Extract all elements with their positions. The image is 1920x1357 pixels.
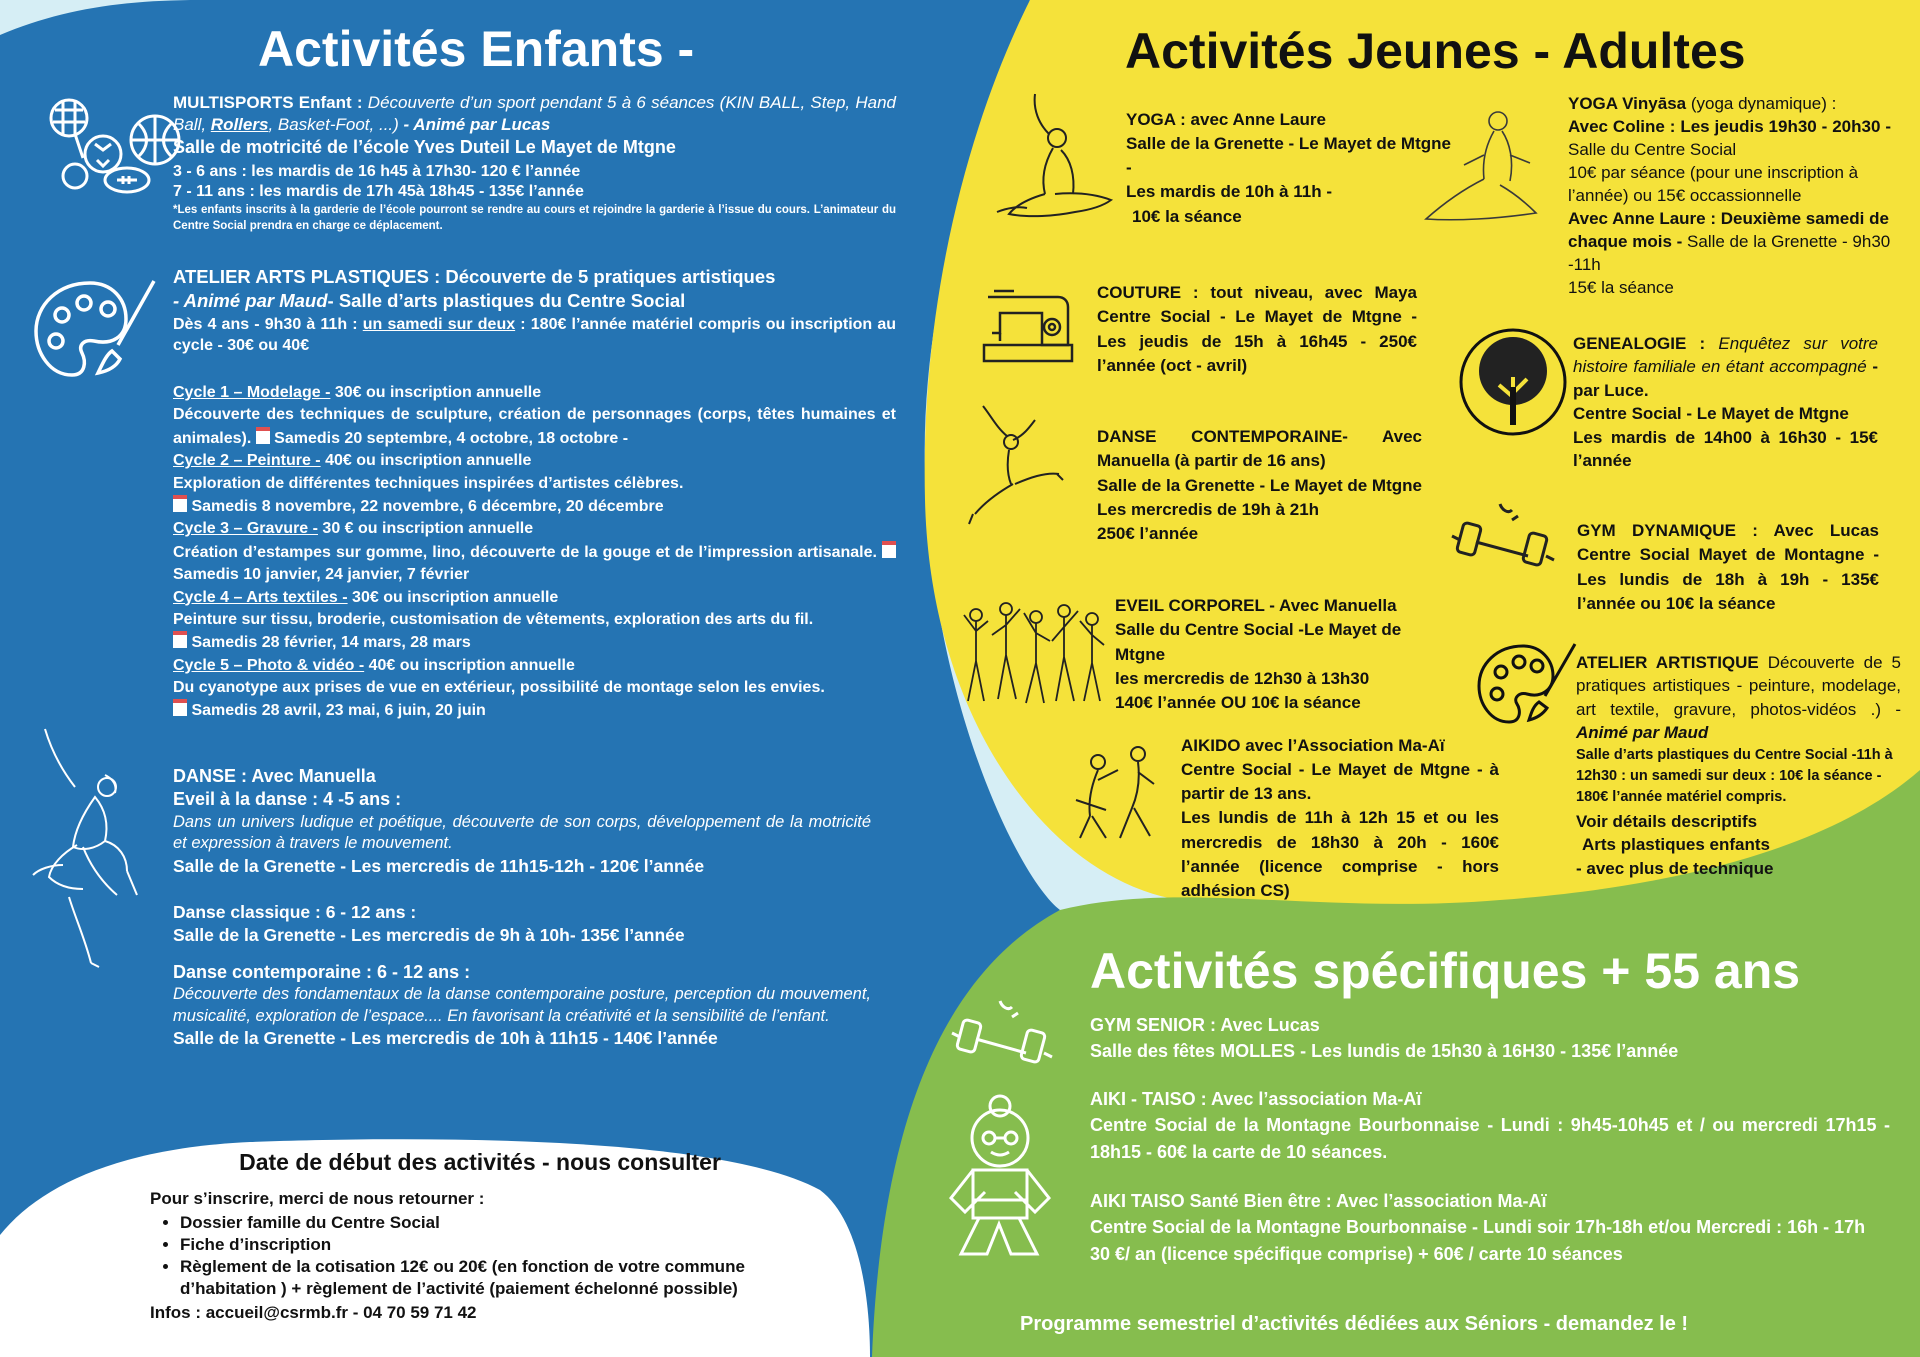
adultes-title: Activités Jeunes - Adultes — [1125, 23, 1746, 79]
yoga-prix: 10€ la séance — [1132, 206, 1242, 226]
inscription-title: Date de début des activités - nous consulter — [239, 1149, 721, 1175]
cycle-item — [173, 518, 896, 586]
cycle-name: Cycle 3 – Gravure - — [173, 520, 318, 538]
vinyasa-block — [1568, 93, 1891, 299]
vinyasa-anne-lieu: Salle de la Grenette - 9h30 -11h — [1568, 231, 1891, 274]
eveil-corporel-title: EVEIL CORPOREL - Avec Manuella — [1115, 596, 1397, 615]
cycle-price: 30€ ou inscription annuelle — [347, 588, 559, 606]
cycle-dates: Samedis 10 janvier, 24 janvier, 7 février — [173, 566, 470, 584]
dumbbell-icon — [1450, 498, 1565, 573]
vinyasa-title: YOGA Vinyāsa — [1568, 94, 1687, 113]
yoga-lieu: Salle de la Grenette - Le Mayet de Mtgne - — [1126, 134, 1451, 178]
cycles-list — [173, 382, 896, 723]
yoga-pose-icon — [995, 90, 1115, 225]
family-tree-icon — [1458, 327, 1568, 437]
cycle-desc: Peinture sur tissu, broderie, customisation de vêtements, exploration des arts du fil. — [173, 610, 814, 628]
seniors-aiki-title: AIKI - TAISO : Avec l’association Ma-Aï — [1090, 1089, 1422, 1109]
danse-eveil-title: Eveil à la danse : 4 -5 ans : — [173, 789, 402, 810]
cycle-name: Cycle 1 – Modelage - — [173, 384, 331, 401]
genealogie-par: - par Luce. — [1573, 357, 1878, 400]
inscription-item: • Fiche d’inscription — [180, 1234, 850, 1256]
palette-icon — [30, 275, 160, 385]
arts-info-a: Dès 4 ans - 9h30 à 11h : — [173, 316, 363, 334]
atelier-voir2: Arts plastiques enfants — [1582, 835, 1770, 855]
cycle-price: 30 € ou inscription annuelle — [317, 520, 534, 538]
genealogie-lieu: Centre Social - Le Mayet de Mtgne — [1573, 404, 1849, 424]
danse-adultes-horaire: Les mercredis de 19h à 21h — [1097, 499, 1320, 519]
genealogie-title: GENEALOGIE : — [1573, 334, 1706, 353]
calendar-icon — [173, 495, 187, 512]
yoga-meditation-icon — [1420, 105, 1555, 230]
vinyasa-coline: Avec Coline : Les jeudis 19h30 - 20h30 - — [1568, 116, 1891, 136]
seniors-programme: Programme semestriel d’activités dédiées aux Séniors - demandez le ! — [1020, 1313, 1689, 1335]
vinyasa-title-b: (yoga dynamique) : — [1686, 94, 1837, 113]
inscription-item: • Dossier famille du Centre Social — [180, 1212, 850, 1234]
vinyasa-anne: Avec Anne Laure : Deuxième samedi de chaque mois - — [1568, 208, 1889, 251]
gym-dynamique-block: GYM DYNAMIQUE : Avec Lucas Centre Social Mayet de Montagne - Les lundis de 18h à 19h - 135€ l’année ou 10€ la séance — [1577, 521, 1879, 613]
multisports-age2: 7 - 11 ans : les mardis de 17h 45à 18h45 - 135€ l’année — [173, 183, 584, 201]
danse-classique-title: Danse classique : 6 - 12 ans : — [173, 902, 417, 923]
danse-adultes-prix: 250€ l’année — [1097, 524, 1199, 544]
judoka-icon — [925, 1090, 1075, 1260]
sewing-machine-icon — [980, 283, 1075, 368]
cycle-dates: Samedis 28 avril, 23 mai, 6 juin, 20 juin — [187, 702, 486, 720]
inscription-block — [150, 1148, 850, 1324]
cycle-price: 40€ ou inscription annuelle — [320, 452, 532, 470]
inscription-infos: Infos : accueil@csrmb.fr - 04 70 59 71 42 — [150, 1303, 477, 1323]
enfants-title: Activités Enfants - — [258, 21, 695, 77]
cycle-dates: Samedis 20 septembre, 4 octobre, 18 octobre - — [269, 429, 629, 447]
danse-block — [173, 765, 871, 1050]
atelier-voir: Voir détails descriptifs — [1576, 811, 1758, 831]
multisports-desc-b: , Basket-Foot, ...) — [268, 115, 399, 135]
seniors-aiki-block — [1090, 1086, 1890, 1165]
multisports-title: MULTISPORTS Enfant : — [173, 93, 363, 112]
danse-adultes-block — [1097, 425, 1422, 546]
seniors-gym-block — [1090, 1012, 1890, 1065]
vinyasa-coline-lieu: Salle du Centre Social — [1568, 139, 1737, 159]
danse-adultes-title: DANSE CONTEMPORAINE- Avec Manuella (à partir de 16 ans) — [1097, 427, 1422, 471]
seniors-sante-block — [1090, 1188, 1890, 1267]
cycle-desc: Découverte des techniques de sculpture, création de personnages (corps, têtes humaines et animales). — [173, 406, 896, 447]
cycle-desc: Du cyanotype aux prises de vue en extérieur, possibilité de montage selon les envies. — [173, 679, 825, 697]
danse-eveil-lieu: Salle de la Grenette - Les mercredis de 11h15-12h - 120€ l’année — [173, 855, 705, 876]
seniors-aiki-lieu: Centre Social de la Montagne Bourbonnaise - Lundi : 9h45-10h45 et / ou mercredi 17h15 - 18h15 - 60€ la carte de 10 séances. — [1090, 1115, 1890, 1162]
arts-info-u: un samedi sur deux — [362, 316, 516, 334]
seniors-sante-title: AIKI TAISO Santé Bien être : Avec l’association Ma-Aï — [1090, 1191, 1547, 1211]
arts-block — [173, 265, 896, 357]
genealogie-desc: Enquêtez sur votre histoire familiale en étant accompagné — [1573, 334, 1878, 377]
atelier-block — [1576, 651, 1901, 880]
palette-dark-icon — [1475, 640, 1580, 730]
atelier-title: ATELIER ARTISTIQUE — [1576, 653, 1759, 672]
cycle-item — [173, 450, 896, 518]
dancer-icon — [25, 725, 145, 970]
eveil-corporel-prix: 140€ l’année OU 10€ la séance — [1115, 693, 1361, 713]
cycle-desc: Exploration de différentes techniques inspirées d’artistes célèbres. — [173, 474, 684, 492]
calendar-icon — [173, 631, 187, 648]
multisports-note: *Les enfants inscrits à la garderie de l’école pourront se rendre au cours et rejoindre la garderie à l’issue du cours. L’animateur du Centre Social prendra en charge ce déplacement. — [173, 204, 896, 232]
seniors-title: Activités spécifiques + 55 ans — [1090, 943, 1801, 999]
danse-adultes-lieu: Salle de la Grenette - Le Mayet de Mtgne — [1097, 475, 1422, 495]
danse-contemp-lieu: Salle de la Grenette - Les mercredis de 10h à 11h15 - 140€ l’année — [173, 1028, 718, 1049]
arts-title: ATELIER ARTS PLASTIQUES : Découverte de 5 pratiques artistiques — [173, 266, 776, 287]
cycle-desc: Création d’estampes sur gomme, lino, découverte de la gouge et de l’impression artisanale. — [173, 543, 877, 561]
multisports-lieu: Salle de motricité de l’école Yves Duteil Le Mayet de Mtgne — [173, 137, 676, 158]
arts-lieu: - Salle d’arts plastiques du Centre Social — [327, 290, 686, 312]
aikido-title: AIKIDO avec l’Association Ma-Aï — [1181, 736, 1445, 755]
aikido-horaire: Les lundis de 11h à 12h 15 et ou les mercredis de 18h30 à 20h - 160€ l’année (licence comprise - hors adhésion CS) — [1181, 808, 1499, 900]
cycle-name: Cycle 2 – Peinture - — [173, 452, 321, 470]
eveil-corporel-horaire: les mercredis de 12h30 à 13h30 — [1115, 668, 1370, 688]
yoga-title: YOGA : avec Anne Laure — [1126, 110, 1326, 129]
calendar-icon — [882, 541, 896, 558]
aikido-block — [1181, 734, 1499, 903]
seniors-gym-lieu: Salle des fêtes MOLLES - Les lundis de 15h30 à 16H30 - 135€ l’année — [1090, 1041, 1679, 1062]
genealogie-block — [1573, 332, 1878, 473]
cycle-item — [173, 655, 896, 723]
cycle-price: 30€ ou inscription annuelle — [330, 384, 542, 401]
cycle-item — [173, 587, 896, 655]
cycle-name: Cycle 4 – Arts textiles - — [173, 588, 348, 606]
inscription-intro: Pour s’inscrire, merci de nous retourner : — [150, 1188, 485, 1208]
danse-title: DANSE : Avec Manuella — [173, 766, 376, 786]
cycle-name: Cycle 5 – Photo & vidéo - — [173, 656, 365, 674]
multisports-desc: Découverte d’un sport pendant 5 à 6 séances (KIN BALL, Step, Hand Ball, — [173, 93, 896, 135]
danse-eveil-desc: Dans un univers ludique et poétique, découverte de son corps, développement de la motricité et expression à travers le mouvement. — [173, 812, 871, 853]
group-dancers-icon — [958, 595, 1108, 710]
atelier-desc: Découverte de 5 pratiques artistiques - peinture, modelage, art textile, gravure, photos-vidéos .) - — [1576, 653, 1902, 719]
atelier-anim: Animé par Maud — [1576, 723, 1709, 743]
genealogie-horaire: Les mardis de 14h00 à 16h30 - 15€ l’année — [1573, 427, 1878, 471]
multisports-rollers: Rollers — [210, 115, 269, 135]
multisports-block — [173, 92, 896, 234]
sports-balls-icon — [45, 96, 185, 196]
cycle-item — [173, 382, 896, 450]
atelier-lieu: Salle d’arts plastiques du Centre Social -11h à 12h30 : un samedi sur deux : 10€ la séance - 180€ l’année matériel compris. — [1576, 746, 1893, 805]
arts-info-b: : 180€ l’année matériel compris ou inscription au cycle - 30€ ou 40€ — [173, 316, 897, 354]
danse-contemp-desc: Découverte des fondamentaux de la danse contemporaine posture, perception du mouvement, musicalité, exploration de l’espace.... En favorisant la créativité et la sensibilité de l’enfant. — [173, 985, 871, 1025]
arts-anim: - Animé par Maud — [173, 290, 328, 312]
vinyasa-prix: 10€ par séance (pour une inscription à l’année) ou 15€ occassionnelle — [1568, 162, 1859, 205]
multisports-age1: 3 - 6 ans : les mardis de 16 h45 à 17h30- 120 € l’année — [173, 162, 581, 180]
multisports-anim: - Animé par Lucas — [398, 115, 551, 135]
cycle-dates: Samedis 28 février, 14 mars, 28 mars — [187, 634, 471, 652]
atelier-voir3: - avec plus de technique — [1576, 858, 1774, 878]
seniors-gym-title: GYM SENIOR : Avec Lucas — [1090, 1015, 1320, 1035]
aikido-fighters-icon — [1068, 740, 1173, 845]
eveil-corporel-block — [1115, 594, 1445, 715]
aikido-lieu: Centre Social - Le Mayet de Mtgne - à partir de 13 ans. — [1181, 760, 1499, 804]
calendar-icon — [256, 427, 270, 444]
yoga-horaire: Les mardis de 10h à 11h - — [1126, 182, 1332, 202]
eveil-corporel-lieu: Salle du Centre Social -Le Mayet de Mtgne — [1115, 620, 1402, 664]
yoga-block — [1126, 108, 1451, 229]
vinyasa-anne-prix: 15€ la séance — [1568, 277, 1674, 297]
dumbbell-white-icon — [950, 995, 1060, 1070]
danse-classique-lieu: Salle de la Grenette - Les mercredis de 9h à 10h- 135€ l’année — [173, 925, 685, 946]
cycle-price: 40€ ou inscription annuelle — [364, 656, 575, 674]
seniors-sante-lieu: Centre Social de la Montagne Bourbonnaise - Lundi soir 17h-18h et/ou Mercredi : 16h - 17h — [1090, 1217, 1866, 1238]
inscription-item: • Règlement de la cotisation 12€ ou 20€ (en fonction de votre commune d’habitation ) + règlement de l’activité (paiement échelonné possible) — [180, 1256, 820, 1300]
seniors-sante-prix: 30 €/ an (licence spécifique comprise) + 60€ / carte 10 séances — [1090, 1243, 1623, 1264]
inscription-list — [150, 1212, 850, 1300]
danse-contemp-title: Danse contemporaine : 6 - 12 ans : — [173, 961, 471, 982]
calendar-icon — [173, 699, 187, 716]
jumping-dancer-icon — [965, 400, 1065, 530]
cycle-dates: Samedis 8 novembre, 22 novembre, 6 décembre, 20 décembre — [187, 497, 664, 515]
couture-block: COUTURE : tout niveau, avec Maya Centre Social - Le Mayet de Mtgne - Les jeudis de 15h à 16h45 - 250€ l’année (oct - avril) — [1097, 283, 1417, 375]
